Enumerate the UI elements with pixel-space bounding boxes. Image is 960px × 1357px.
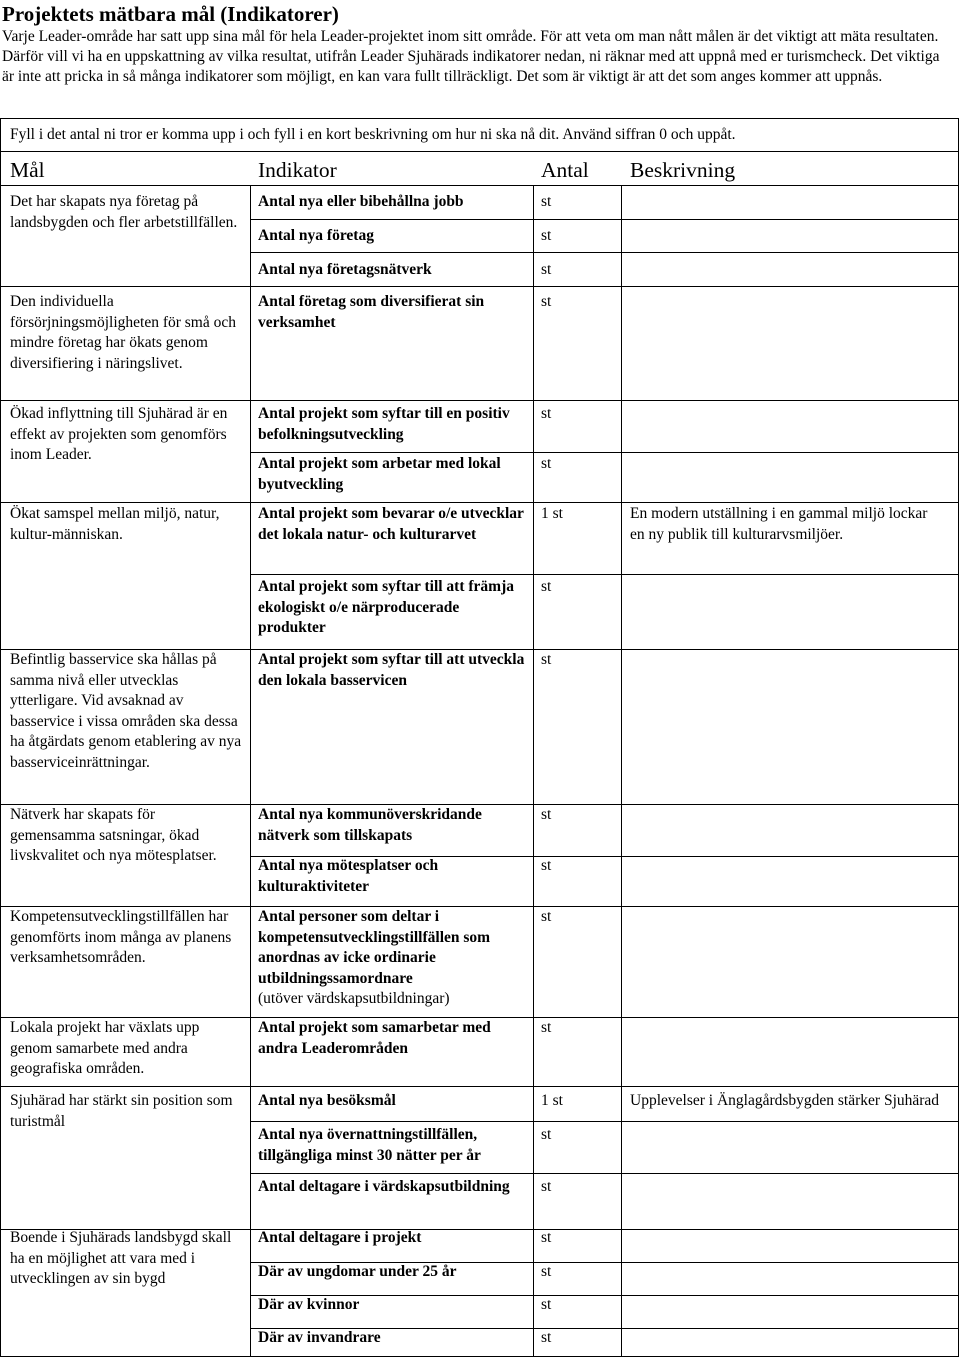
- antal-value[interactable]: st: [541, 1329, 552, 1346]
- indicator-label: Antal företag som diversifierat sin verksamhet: [258, 293, 485, 331]
- intro-sentence-3: Det viktiga är inte att pricka in så många indikatorer som möjligt, en kan vara fullt tillräckligt. Det som är viktigt är att det som anges kommer att uppnås.: [2, 48, 940, 86]
- indicator-label: Antal projekt som samarbetar med andra Leaderområden: [258, 1019, 491, 1057]
- header-beskrivning: Beskrivning: [630, 158, 736, 182]
- indicator-label: Antal nya företagsnätverk: [258, 261, 432, 278]
- table-rule: [1, 151, 958, 152]
- intro-text: [2, 27, 952, 88]
- antal-value[interactable]: st: [541, 651, 552, 668]
- page-title: Projektets mätbara mål (Indikatorer): [2, 2, 339, 26]
- description-text[interactable]: Upplevelser i Änglagårdsbygden stärker Sjuhärad: [630, 1092, 940, 1109]
- antal-value[interactable]: st: [541, 1296, 552, 1313]
- table-rule: [250, 1173, 958, 1174]
- table-rule: [250, 452, 958, 453]
- goal-cell: Boende i Sjuhärads landsbygd skall ha en möjlighet att vara med i utvecklingen av sin bygd: [10, 1229, 232, 1287]
- antal-value[interactable]: 1 st: [541, 1092, 563, 1109]
- indicator-label: Antal nya mötesplatser och kulturaktiviteter: [258, 857, 439, 895]
- table-rule: [250, 1121, 958, 1122]
- indicator-label: Antal nya kommunöverskridande nätverk som tillskapats: [258, 806, 482, 844]
- table-rule: [250, 219, 958, 220]
- indicator-table: [0, 118, 959, 1357]
- indicator-label: Antal projekt som syftar till att främja ekologiskt o/e närproducerade produkter: [258, 578, 514, 636]
- goal-cell: Kompetensutvecklingstillfällen har genomförts inom många av planens verksamhetsområden.: [10, 908, 232, 966]
- antal-value[interactable]: st: [541, 455, 552, 472]
- indicator-label: Antal projekt som syftar till att utveckla den lokala basservicen: [258, 651, 525, 689]
- goal-cell: Lokala projekt har växlats upp genom samarbete med andra geografiska områden.: [10, 1019, 200, 1077]
- table-rule: [1, 185, 958, 186]
- table-rule: [250, 574, 958, 575]
- antal-value[interactable]: st: [541, 1178, 552, 1195]
- intro-sentence-2: Därför vill vi ha en uppskattning av vilka resultat, utifrån Leader Sjuhärads indikatorer nedan, ni räknar med att uppnå med er turismcheck.: [2, 48, 867, 66]
- indicator-label: Antal nya eller bibehållna jobb: [258, 193, 464, 210]
- antal-value[interactable]: st: [541, 1019, 552, 1036]
- goal-cell: Ökad inflyttning till Sjuhärad är en effekt av projekten som genomförs inom Leader.: [10, 405, 228, 463]
- indicator-label: Där av ungdomar under 25 år: [258, 1263, 457, 1280]
- antal-value[interactable]: st: [541, 857, 552, 874]
- indicator-label: Antal deltagare i projekt: [258, 1229, 422, 1246]
- indicator-label: Antal nya övernattningstillfällen, tillgängliga minst 30 nätter per år: [258, 1126, 481, 1164]
- indicator-label-block: [258, 907, 528, 1010]
- antal-value[interactable]: st: [541, 405, 552, 422]
- antal-value[interactable]: st: [541, 578, 552, 595]
- antal-value[interactable]: st: [541, 1126, 552, 1143]
- goal-cell: Nätverk har skapats för gemensamma satsningar, ökad livskvalitet och nya mötesplatser.: [10, 806, 217, 864]
- indicator-label: Antal nya företag: [258, 227, 374, 244]
- header-indikator: Indikator: [258, 158, 337, 182]
- goal-cell: Sjuhärad har stärkt sin position som turistmål: [10, 1092, 233, 1130]
- antal-value[interactable]: st: [541, 806, 552, 823]
- table-rule: [1, 1086, 958, 1087]
- instruction-text: Fyll i det antal ni tror er komma upp i och fyll i en kort beskrivning om hur ni ska nå dit. Använd siffran 0 och uppåt.: [10, 126, 736, 143]
- indicator-label: Antal projekt som syftar till en positiv befolkningsutveckling: [258, 405, 510, 443]
- antal-value[interactable]: st: [541, 908, 552, 925]
- indicator-label: Antal projekt som arbetar med lokal byutveckling: [258, 455, 501, 493]
- goal-cell: Ökat samspel mellan miljö, natur, kultur-människan.: [10, 505, 220, 543]
- table-rule: [1, 400, 958, 401]
- table-rule: [1, 502, 958, 503]
- indicator-label: Där av kvinnor: [258, 1296, 360, 1313]
- antal-value[interactable]: st: [541, 1229, 552, 1246]
- table-rule: [1, 286, 958, 287]
- indicator-note: (utöver värdskapsutbildningar): [258, 990, 450, 1007]
- antal-value[interactable]: st: [541, 293, 552, 310]
- description-text[interactable]: En modern utställning i en gammal miljö lockar en ny publik till kulturarvsmiljöer.: [630, 505, 928, 543]
- goal-cell: Den individuella försörjningsmöjligheten för små och mindre företag har ökats genom diversifiering i näringslivet.: [10, 293, 236, 372]
- antal-value[interactable]: 1 st: [541, 505, 563, 522]
- indicator-label: Där av invandrare: [258, 1329, 381, 1346]
- intro-sentence-1: Varje Leader-område har satt upp sina mål för hela Leader-projektet inom sitt område. För att veta om man nått målen är det viktigt att mäta resultaten.: [2, 28, 939, 45]
- goal-cell: Det har skapats nya företag på landsbygden och fler arbetstillfällen.: [10, 193, 238, 231]
- antal-value[interactable]: st: [541, 227, 552, 244]
- column-divider: [533, 185, 534, 1356]
- column-divider: [621, 185, 622, 1356]
- column-divider: [250, 185, 251, 1356]
- antal-value[interactable]: st: [541, 1263, 552, 1280]
- antal-value[interactable]: st: [541, 193, 552, 210]
- indicator-label: Antal projekt som bevarar o/e utvecklar det lokala natur- och kulturarvet: [258, 505, 524, 543]
- table-rule: [250, 252, 958, 253]
- indicator-label: Antal personer som deltar i kompetensutvecklingstillfällen som anordnas av icke ordinarie utbildningssamordnare: [258, 908, 491, 987]
- header-mal: Mål: [10, 158, 45, 182]
- indicator-label: Antal nya besöksmål: [258, 1092, 396, 1109]
- indicator-label: Antal deltagare i värdskapsutbildning: [258, 1178, 510, 1195]
- antal-value[interactable]: st: [541, 261, 552, 278]
- goal-cell: Befintlig basservice ska hållas på samma nivå eller utvecklas ytterligare. Vid avsaknad av basservice i vissa områden ska dessa ha åtgärdats genom etablering av nya basserviceinrättningar.: [10, 651, 242, 771]
- header-antal: Antal: [541, 158, 589, 182]
